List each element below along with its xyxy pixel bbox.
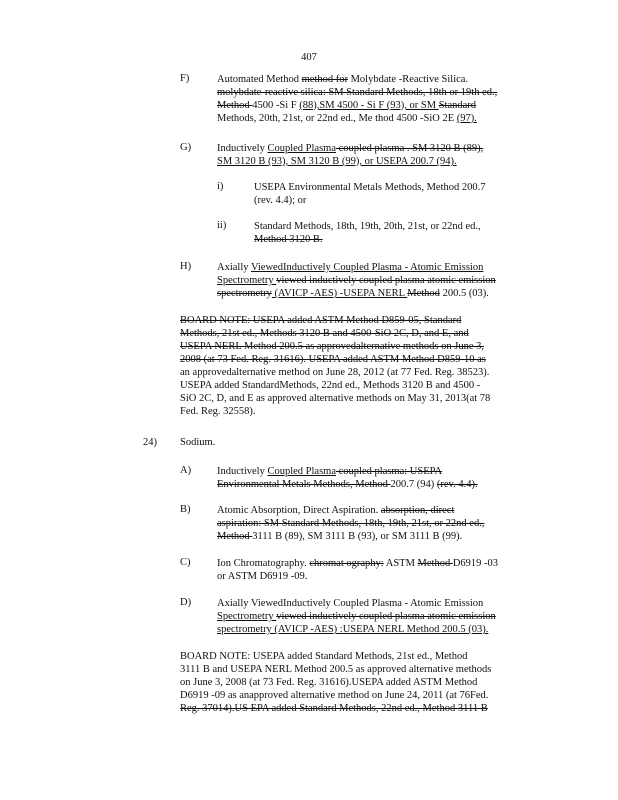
text-line: molybdate-reactive silica: SM Standard Methods, 18th or 19th ed., xyxy=(217,87,498,98)
text-line: Method 3120 B. xyxy=(254,234,323,245)
text-line: Methods, 21st ed., Methods 3120 B and 4500-SiO 2C, D, and E, and xyxy=(180,328,469,339)
item-f-text xyxy=(217,73,540,125)
text-line: Standard Methods, 18th, 19th, 20th, 21st, or 22nd ed., xyxy=(254,221,481,232)
text-line: USEPA Environmental Metals Methods, Method 200.7 xyxy=(254,182,486,193)
text-line: BOARD NOTE: USEPA added ASTM Method D859-05, Standard xyxy=(180,315,462,326)
sodium-b-label: B) xyxy=(180,504,191,515)
section-title: Sodium. xyxy=(180,437,216,448)
sodium-a-label: A) xyxy=(180,465,192,476)
page-number: 407 xyxy=(301,52,317,63)
text-line: aspiration: SM Standard Methods, 18th, 19th, 21st, or 22nd ed., xyxy=(217,518,485,529)
text-line: 3111 B and USEPA NERL Method 200.5 as approved alternative methods xyxy=(180,664,492,675)
item-g-ii-text xyxy=(254,220,540,246)
text-line: Ion Chromatography. chromat ography: ASTM Method D6919 -03 xyxy=(217,558,499,569)
text-line: 2008 (at 73 Fed. Reg. 31616). USEPA added ASTM Method D859-10 as xyxy=(180,354,486,365)
sodium-d-label: D) xyxy=(180,597,192,608)
text-line: Inductively Coupled Plasma coupled plasma . SM 3120 B (89), xyxy=(217,143,484,154)
text-line: Axially ViewedInductively Coupled Plasma - Atomic Emission xyxy=(217,262,484,273)
text-line: Method 3111 B (89), SM 3111 B (93), or SM 3111 B (99). xyxy=(217,531,463,542)
text-line: Spectrometry viewed inductively coupled plasma atomic emission xyxy=(217,611,496,622)
item-g-label: G) xyxy=(180,142,192,153)
sodium-d-text xyxy=(217,597,540,636)
text-line: USEPA added StandardMethods, 22nd ed., Methods 3120 B and 4500 - xyxy=(180,380,481,391)
item-f-label: F) xyxy=(180,73,190,84)
sodium-b-text xyxy=(217,504,540,543)
text-line: BOARD NOTE: USEPA added Standard Methods, 21st ed., Method xyxy=(180,651,468,662)
text-line: spectrometry (AVICP -AES) -USEPA NERL Method 200.5 (03). xyxy=(217,288,489,299)
sodium-c-text xyxy=(217,557,540,583)
text-line: D6919 -09 as anapproved alternative method on June 24, 2011 (at 76Fed. xyxy=(180,690,489,701)
sodium-c-label: C) xyxy=(180,557,191,568)
text-line: Atomic Absorption, Direct Aspiration. absorption, direct xyxy=(217,505,455,516)
section-number: 24) xyxy=(143,437,157,448)
board-note-1 xyxy=(180,314,540,418)
item-g-text xyxy=(217,142,540,168)
text-line: Reg. 37014).US EPA added Standard Methods, 22nd ed., Method 3111 B xyxy=(180,703,488,714)
item-g-ii-label: ii) xyxy=(217,220,227,231)
text-line: or ASTM D6919 -09. xyxy=(217,571,308,582)
text-line: (rev. 4.4); or xyxy=(254,195,307,206)
text-line: Fed. Reg. 32558). xyxy=(180,406,256,417)
item-g-i-text xyxy=(254,181,540,207)
text-line: Methods, 20th, 21st, or 22nd ed., Me thod 4500 -SiO 2E (97). xyxy=(217,113,477,124)
text-line: Inductively Coupled Plasma coupled plasma: USEPA xyxy=(217,466,443,477)
text-line: SiO 2C, D, and E as approved alternative methods on May 31, 2013(at 78 xyxy=(180,393,491,404)
board-note-2 xyxy=(180,650,540,715)
text-line: an approvedalternative method on June 28, 2012 (at 77 Fed. Reg. 38523). xyxy=(180,367,490,378)
item-h-label: H) xyxy=(180,261,192,272)
text-line: Automated Method method for Molybdate -Reactive Silica. xyxy=(217,74,469,85)
text-line: Method 4500 -Si F (88),SM 4500 - Si F (93), or SM Standard xyxy=(217,100,477,111)
text-line: SM 3120 B (93), SM 3120 B (99), or USEPA 200.7 (94). xyxy=(217,156,457,167)
text-line: spectrometry (AVICP -AES) :USEPA NERL Method 200.5 (03). xyxy=(217,624,489,635)
text-line: Axially ViewedInductively Coupled Plasma - Atomic Emission xyxy=(217,598,484,609)
item-g-i-label: i) xyxy=(217,181,224,192)
item-h-text xyxy=(217,261,540,300)
sodium-a-text xyxy=(217,465,540,491)
text-line: Spectrometry viewed inductively coupled plasma atomic emission xyxy=(217,275,496,286)
text-line: Environmental Metals Methods, Method 200.7 (94) (rev. 4.4). xyxy=(217,479,478,490)
text-line: USEPA NERL Method 200.5 as approvedalternative methods on June 3, xyxy=(180,341,484,352)
text-line: on June 3, 2008 (at 73 Fed. Reg. 31616).USEPA added ASTM Method xyxy=(180,677,478,688)
